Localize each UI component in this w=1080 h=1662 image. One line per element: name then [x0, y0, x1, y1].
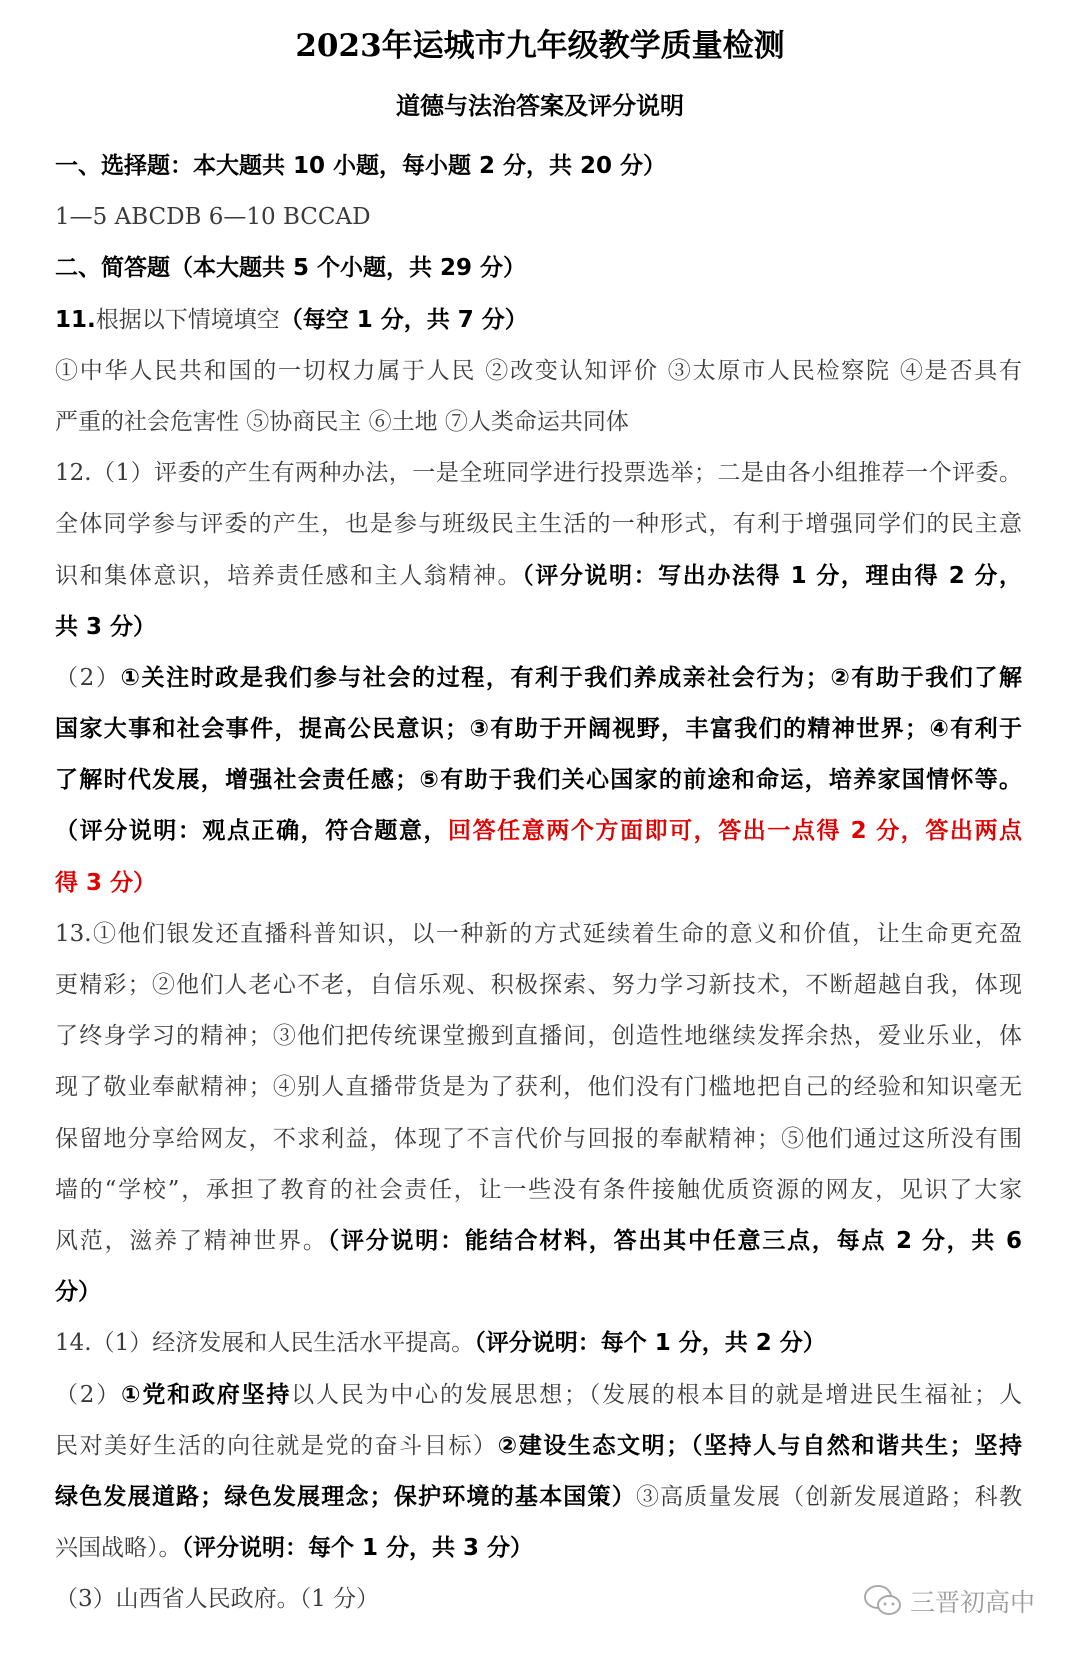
text-segment: 保留地分享给网友，不求利益，体现了不言代价与回报的奉献精神；⑤他们通过这所没有围	[55, 1125, 1022, 1152]
text-line	[55, 755, 1022, 806]
text-segment: 民对美好生活的向往就是党的奋斗目标）	[55, 1432, 498, 1459]
text-line	[55, 448, 1022, 499]
bold-text: （每空 1 分，共 7 分）	[279, 306, 528, 333]
highlight-text: 得 3 分）	[55, 869, 157, 896]
text-segment: 严重的社会危害性 ⑤协商民主 ⑥土地 ⑦人类命运共同体	[55, 408, 629, 435]
text-segment: 14.（1）经济发展和人民生活水平提高。	[55, 1330, 475, 1357]
text-line	[55, 295, 1022, 346]
bold-text: 11.	[55, 306, 96, 333]
text-segment: 以人民为中心的发展思想；（发展的根本目的就是增进民生福祉；人	[291, 1381, 1022, 1408]
text-segment: 风范，滋养了精神世界。	[55, 1227, 328, 1254]
text-line	[55, 1267, 1022, 1318]
text-line	[55, 551, 1022, 602]
text-segment: （3）山西省人民政府。（1 分）	[55, 1586, 380, 1613]
bold-text: （评分说明：	[55, 818, 203, 845]
text-line	[55, 243, 1022, 294]
text-segment: 根据以下情境填空	[95, 306, 280, 333]
text-line	[55, 141, 1022, 192]
bold-text: ①关注时政是我们参与社会的过程，有利于我们养成亲社会行为；②有助于我们了解	[120, 664, 1022, 691]
text-segment: 识和集体意识，培养责任感和主人翁精神。	[55, 562, 523, 589]
text-line	[55, 397, 1022, 448]
text-segment: ③高质量发展（创新发展道路；科教	[635, 1483, 1022, 1510]
text-line	[55, 909, 1022, 960]
text-segment: 现了敬业奉献精神；④别人直播带货是为了获利，他们没有门槛地把自己的经验和知识毫无	[55, 1074, 1022, 1101]
text-segment: 1—5 ABCDB 6—10 BCCAD	[55, 204, 371, 231]
bold-text: 共 3 分）	[55, 613, 157, 640]
document-title: 2023年运城市九年级教学质量检测	[295, 28, 785, 64]
text-segment: 12.（1）评委的产生有两种办法，一是全班同学进行投票选举；二是由各小组推荐一个评委。	[55, 460, 1022, 487]
text-segment: 了终身学习的精神；③他们把传统课堂搬到直播间，创造性地继续发挥余热，爱业乐业，体	[55, 1023, 1022, 1050]
bold-text: 二、简答题（本大题共 5 个小题，共 29 分）	[55, 255, 527, 282]
wechat-icon	[862, 1583, 904, 1619]
bold-text: ②建设生态文明；（坚持人与自然和谐共生；坚持	[497, 1432, 1022, 1459]
watermark-text: 三晋初高中	[910, 1588, 1036, 1617]
text-line	[55, 1370, 1022, 1421]
bold-text: 观点正确，符合题意，	[202, 818, 449, 845]
highlight-text: 回答任意两个方面即可，答出一点得 2 分，答出两点	[448, 818, 1022, 845]
text-line	[55, 1114, 1022, 1165]
text-line	[55, 960, 1022, 1011]
text-segment: 墙的“学校”，承担了教育的社会责任，让一些没有条件接触优质资源的网友，见识了大家	[55, 1176, 1022, 1203]
bold-text: 分）	[55, 1279, 101, 1306]
bold-text: 国家大事和社会事件，提高公民意识；③有助于开阔视野，丰富我们的精神世界；④有利于	[55, 716, 1022, 743]
text-segment: 13.①他们银发还直播科普知识，以一种新的方式延续着生命的意义和价值，让生命更充盈	[55, 920, 1022, 947]
text-line	[55, 653, 1022, 704]
text-line	[55, 346, 1022, 397]
text-line	[55, 704, 1022, 755]
bold-text: （评分说明：每个 1 分，共 2 分）	[474, 1330, 826, 1357]
text-line	[55, 1318, 1022, 1369]
watermark	[862, 1583, 1035, 1619]
text-line	[55, 1165, 1022, 1216]
bold-text: 绿色发展道路；绿色发展理念；保护环境的基本国策）	[55, 1483, 636, 1510]
bold-text: （评分说明：写出办法得 1 分，理由得 2 分，	[522, 562, 1022, 589]
text-segment: 全体同学参与评委的产生，也是参与班级民主生活的一种形式，有利于增强同学们的民主意	[55, 511, 1022, 538]
text-line	[55, 1062, 1022, 1113]
text-line	[55, 858, 1022, 909]
document-subtitle: 道德与法治答案及评分说明	[396, 91, 684, 120]
text-segment: （2）	[55, 1381, 122, 1408]
text-line	[55, 1011, 1022, 1062]
text-line	[55, 1216, 1022, 1267]
text-line	[55, 192, 1022, 243]
bold-text: ①党和政府坚持	[121, 1381, 292, 1408]
text-line	[55, 1421, 1022, 1472]
text-segment: ①中华人民共和国的一切权力属于人民 ②改变认知评价 ③太原市人民检察院 ④是否具有	[55, 357, 1022, 384]
text-line	[55, 1523, 1022, 1574]
text-segment: 兴国战略）。	[55, 1535, 182, 1562]
text-line	[55, 806, 1022, 857]
bold-text: （评分说明：每个 1 分，共 3 分）	[181, 1535, 534, 1562]
text-line	[55, 499, 1022, 550]
text-segment: 更精彩；②他们人老心不老，自信乐观、积极探索、努力学习新技术，不断超越自我，体现	[55, 972, 1022, 998]
text-segment: （2）	[55, 664, 121, 691]
bold-text: 一、选择题：本大题共 10 小题，每小题 2 分，共 20 分）	[55, 153, 667, 179]
text-line	[55, 1472, 1022, 1523]
text-line	[55, 602, 1022, 653]
bold-text: （评分说明：能结合材料，答出其中任意三点，每点 2 分，共 6	[327, 1227, 1022, 1254]
answer-body	[55, 141, 1022, 1625]
bold-text: 了解时代发展，增强社会责任感；⑤有助于我们关心国家的前途和命运，培养家国情怀等。	[55, 767, 1022, 794]
